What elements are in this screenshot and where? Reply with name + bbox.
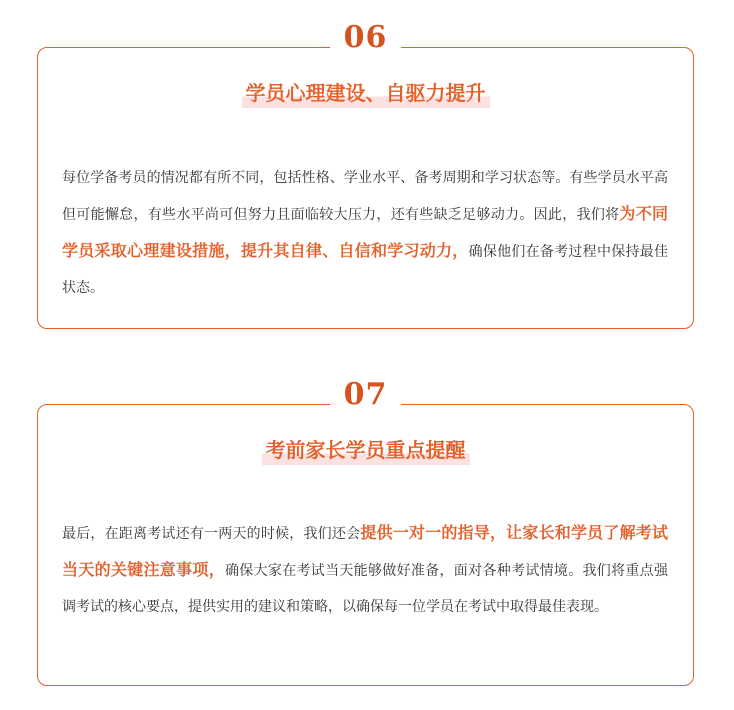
section-06-body [62,160,668,306]
section-06-text-after: 确保他们在备考过程中保持最佳状态。 [62,244,668,296]
section-07-text-after: 确保大家在考试当天能够做好准备，面对各种考试情境。我们将重点强调考试的核心要点，提供实用的建议和策略，以确保每一位学员在考试中取得最佳表现。 [62,563,668,615]
section-06-title: 学员心理建设、自驱力提升 [242,78,490,108]
section-07-body [62,515,668,625]
section-07-highlight: 提供一对一的指导，让家长和学员了解考试当天的关键注意事项， [62,523,668,579]
section-06-text-before: 每位学备考员的情况都有所不同，包括性格、学业水平、备考周期和学习状态等。有些学员水平高但可能懈怠，有些水平尚可但努力且面临较大压力，还有些缺乏足够动力。因此，我们将 [62,170,668,223]
section-07-title: 考前家长学员重点提醒 [262,435,470,465]
section-06-number: 06 [330,20,402,56]
section-06-highlight: 为不同学员采取心理建设措施，提升其自律、自信和学习动力， [62,204,668,260]
section-07-number: 07 [330,377,402,413]
section-06 [37,20,694,330]
section-07 [37,377,694,687]
section-07-text-before: 最后，在距离考试还有一两天的时候，我们还会 [62,526,361,542]
